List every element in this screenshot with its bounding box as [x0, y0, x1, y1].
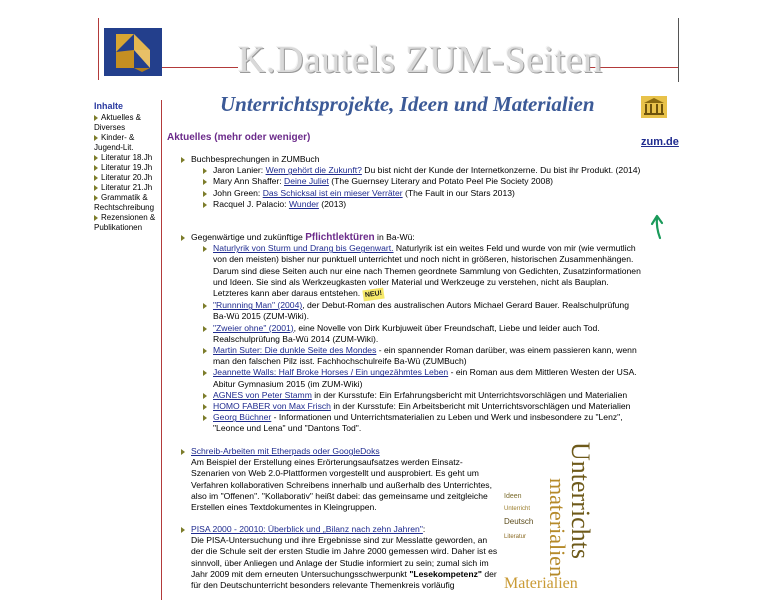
zum-de-link[interactable]: zum.de [641, 136, 679, 148]
pisa-link[interactable]: PISA 2000 - 20010: Überblick und „Bilanz nach zehn Jahren" [191, 524, 423, 534]
wordcloud-word: Literatur [504, 534, 527, 540]
bullet-icon [94, 155, 98, 161]
sidebar-nav [94, 101, 160, 233]
frame-line-left [98, 18, 99, 80]
list-item: Mary Ann Shaffer: Deine Juliet (The Guernsey Literary and Potato Peel Pie Society 2008) [203, 176, 641, 187]
sidebar-item-grammatik[interactable]: Grammatik & Rechtschreibung [94, 193, 155, 212]
book-link[interactable]: Das Schicksal ist ein mieser Verräter [262, 187, 403, 198]
wordcloud-word: Unterricht [504, 506, 531, 512]
zum-temple-icon[interactable] [641, 96, 667, 118]
sidebar-title: Inhalte [94, 101, 124, 111]
pflicht-block [181, 232, 641, 435]
header-rule-left [162, 67, 238, 68]
walls-link[interactable]: Jeannette Walls: Half Broke Horses / Ein ungezähmtes Leben [213, 367, 449, 378]
pisa-block [181, 524, 501, 591]
agnes-link[interactable]: AGNES von Peter Stamm [213, 389, 312, 400]
running-man-link[interactable]: "Runnning Man" (2004) [213, 300, 303, 311]
buch-heading: Buchbesprechungen in ZUMBuch [181, 154, 641, 165]
book-link[interactable]: Wunder [288, 198, 319, 209]
sidebar-item-literatur-18[interactable]: Literatur 18.Jh [94, 153, 160, 163]
section-title: Aktuelles (mehr oder weniger) [167, 132, 311, 143]
schreib-link[interactable]: Schreib-Arbeiten mit Etherpads oder GoogleDoks [191, 446, 380, 456]
sidebar-item-literatur-20[interactable]: Literatur 20.Jh [94, 173, 160, 183]
buch-block [181, 154, 641, 210]
schreib-text: Am Beispiel der Erstellung eines Erörterungsaufsatzes werden Einsatz-Szenarien von Web 2.0-Plattformen vorgestellt und ausprobiert. Es geht um Verfahren kollaborativen Schreibens innerhalb und außerhalb des Unterrichtes, also im "Offenen". "Kollaborativ" heißt dabei: das gemeinsame und zeitgleiche Erstellen eines Textdokumentes in Kleingruppen. [191, 457, 492, 513]
frame-line-right [678, 18, 679, 82]
buechner-link[interactable]: Georg Büchner [213, 412, 272, 423]
sidebar-item-aktuelles[interactable]: Aktuelles & Diverses [94, 113, 142, 132]
homo-faber-link[interactable]: HOMO FABER von Max Frisch [213, 401, 331, 412]
logo-tangram-icon [104, 28, 162, 76]
list-item: "Runnning Man" (2004), der Debut-Roman des australischen Autors Michael Gerard Bauer. Realschulprüfung Ba-Wü 2015 (ZUM-Wiki). [203, 300, 641, 322]
list-item: "Zweier ohne" (2001), eine Novelle von Dirk Kurbjuweit über Freundschaft, Liebe und leider auch Tod. Realschulprüfung Ba-Wü 2014 (ZUM-Wiki). [203, 323, 641, 345]
list-item: Naturlyrik von Sturm und Drang bis Gegenwart. Naturlyrik ist ein weites Feld und wurde von mir (wie vermutlich von den meisten) bisher nur punktuell unterrichtet und noch nicht in größeren, historischen Zusammenhängen. Darum sind diese Seiten auch nur eine nach Themen geordnete Sammlung von Gedichten, Zusatzinformationen und Ideen. Sie sind als Werkzeugkasten voller Material und Werkzeuge zu verstehen, nicht als Bauplan. Letzteres kann aber daraus entstehen. NEU! [203, 243, 641, 300]
bullet-icon [94, 215, 98, 221]
list-item: Martin Suter: Die dunkle Seite des Mondes - ein spannender Roman darüber, was einem passieren kann, wenn man den falschen Pilz isst. Fachhochschulreife Ba-Wü (ZUMBuch) [203, 345, 641, 367]
bullet-icon [94, 165, 98, 171]
scroll-top-arrow-icon[interactable] [650, 214, 664, 240]
sidebar-divider [161, 100, 162, 600]
zweier-ohne-link[interactable]: "Zweier ohne" (2001) [213, 322, 294, 333]
list-item: Racquel J. Palacio: Wunder (2013) [203, 199, 641, 210]
wordcloud-word: Ideen [504, 493, 522, 500]
pisa-heading: PISA 2000 - 20010: Überblick und „Bilanz nach zehn Jahren": [181, 524, 501, 535]
list-item: HOMO FABER von Max Frisch in der Kursstufe: Ein Arbeitsbericht mit Unterrichtsvorschlägen und Materialien [203, 401, 641, 412]
sidebar-item-rezensionen[interactable]: Rezensionen & Publikationen [94, 213, 156, 232]
bullet-icon [94, 175, 98, 181]
wordcloud-word: Materialien [504, 575, 578, 592]
bullet-icon [94, 185, 98, 191]
sidebar-item-kinder-jugend[interactable]: Kinder- & Jugend-Lit. [94, 133, 135, 152]
list-item: AGNES von Peter Stamm in der Kursstufe: Ein Erfahrungsbericht mit Unterrichtsvorschlägen und Materialien [203, 390, 641, 401]
page-subtitle: Unterrichtsprojekte, Ideen und Materialien [220, 92, 595, 116]
list-item: Jaron Lanier: Wem gehört die Zukunft? Du bist nicht der Kunde der Internetkonzerne. Du bist ihr Produkt. (2014) [203, 165, 641, 176]
bullet-icon [94, 195, 98, 201]
schreib-heading [181, 446, 501, 457]
list-item: Georg Büchner - Informationen und Unterrichtsmaterialien zu Leben und Werk und insbesondere zu "Lenz", "Leonce und Lena" und "Dantons Tod". [203, 412, 641, 434]
list-item: Jeannette Walls: Half Broke Horses / Ein ungezähmtes Leben - ein Roman aus dem Mittleren Westen der USA. Abitur Gymnasium 2015 (im ZUM-Wiki) [203, 367, 641, 389]
neu-badge: NEU! [362, 288, 384, 302]
book-link[interactable]: Deine Juliet [284, 176, 329, 187]
wordcloud-word: Unterrichts [566, 442, 595, 559]
suter-link[interactable]: Martin Suter: Die dunkle Seite des Mondes [213, 345, 377, 356]
sidebar-item-literatur-21[interactable]: Literatur 21.Jh [94, 183, 160, 193]
book-link[interactable]: Wem gehört die Zukunft? [265, 165, 362, 176]
site-logo[interactable] [104, 28, 162, 76]
bullet-icon [94, 135, 98, 141]
pflicht-heading: Gegenwärtige und zukünftige Pflichtlektüren in Ba-Wü: [181, 232, 641, 243]
naturlyrik-link[interactable]: Naturlyrik von Sturm und Drang bis Gegenwart. [213, 243, 394, 254]
wordcloud-word: materialien [545, 478, 570, 577]
schreib-block [181, 446, 501, 513]
pisa-text: Die PISA-Untersuchung und ihre Ergebnisse sind zur Messlatte geworden, an der die Schule seit der ersten Studie im Jahre 2000 gemessen wird. Daher ist es sinnvoll, über Anliegen und Anlage der Studie informiert zu sein; zumal sich im Jahr 2009 mit dem erneuten Untersuchungsschwerpunkt "Lesekompetenz" der für den Deutschunterricht besonders relevante Themenkreis vorläufig [191, 535, 498, 591]
sidebar-item-literatur-19[interactable]: Literatur 19.Jh [94, 163, 160, 173]
bullet-icon [94, 115, 98, 121]
list-item: John Green: Das Schicksal ist ein mieser Verräter (The Fault in our Stars 2013) [203, 188, 641, 199]
wordcloud-image [500, 438, 596, 598]
site-title: K.Dautels ZUM-Seiten [238, 39, 603, 81]
wordcloud-word: Deutsch [504, 517, 534, 526]
